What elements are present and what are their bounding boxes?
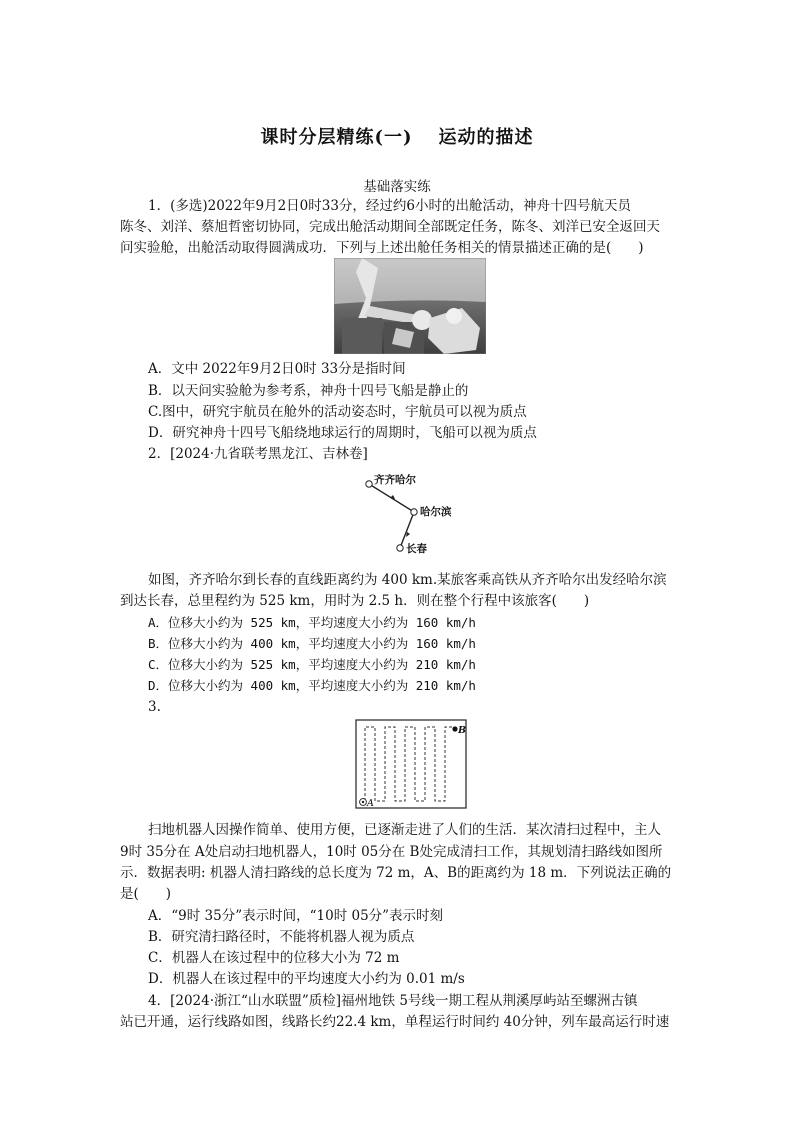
- point-a-label: A: [367, 798, 374, 809]
- q3-number: 3.: [148, 699, 161, 715]
- q2-option-c: C．位移大小约为 525 km，平均速度大小约为 210 km/h: [148, 657, 476, 672]
- q2-option-a: A．位移大小约为 525 km，平均速度大小约为 160 km/h: [148, 615, 476, 630]
- q3-option-b: B．研究清扫路径时，不能将机器人视为质点: [148, 929, 415, 945]
- q1-line-2: 陈冬、刘洋、蔡旭哲密切协同，完成出舱活动期间全部既定任务，陈冬、刘洋已安全返回天: [120, 219, 660, 235]
- q2-option-b: B．位移大小约为 400 km，平均速度大小约为 160 km/h: [148, 636, 476, 651]
- q1-option-d: D．研究神舟十四号飞船绕地球运行的周期时，飞船可以视为质点: [148, 425, 537, 441]
- city-label-harbin: 哈尔滨: [420, 506, 452, 518]
- q3-option-c: C．机器人在该过程中的位移大小为 72 m: [148, 950, 400, 966]
- q1-option-a: A．文中 2022年9月2日0时 33分是指时间: [148, 361, 406, 377]
- city-label-qiqihar: 齐齐哈尔: [374, 474, 416, 486]
- page-title: [0, 123, 794, 149]
- q2-option-d: D．位移大小约为 400 km，平均速度大小约为 210 km/h: [148, 678, 476, 693]
- q2-line-1: 如图，齐齐哈尔到长春的直线距离约为 400 km.某旅客乘高铁从齐齐哈尔出发经哈尔滨: [148, 572, 667, 588]
- q1-line-1: 1．(多选)2022年9月2日0时33分，经过约6小时的出舱活动，神舟十四号航天员: [148, 198, 632, 214]
- spacewalk-photo: [334, 258, 486, 354]
- q4-line-1: 4．[2024·浙江“山水联盟”质检]福州地铁 5号线一期工程从荆溪厚屿站至螺洲古镇: [148, 993, 638, 1009]
- point-b-label: B: [458, 725, 467, 736]
- q3-line-2: 9时 35分在 A处启动扫地机器人，10时 05分在 B处完成清扫工作，其规划清扫路线如图所: [120, 844, 663, 860]
- q3-line-3: 示．数据表明: 机器人清扫路线的总长度为 72 m，A、B的距离约为 18 m．下列说法正确的: [120, 865, 672, 881]
- title-main: 课时分层精练(一): [260, 127, 413, 148]
- title-sub: 运动的描述: [438, 127, 534, 148]
- q1-option-b: B．以天问实验舱为参考系，神舟十四号飞船是静止的: [148, 383, 469, 399]
- q3-option-a: A．“9时 35分”表示时间，“10时 05分”表示时刻: [148, 908, 444, 924]
- city-label-changchun: 长春: [406, 543, 427, 555]
- q4-line-2: 站已开通，运行线路如图，线路长约22.4 km，单程运行时间约 40分钟，列车最高运行时速: [120, 1014, 670, 1030]
- section-heading: 基础落实练: [363, 179, 431, 195]
- q2-line-2: 到达长春，总里程约为 525 km，用时为 2.5 h．则在整个行程中该旅客( ): [120, 593, 590, 609]
- q3-option-d: D．机器人在该过程中的平均速度大小约为 0.01 m/s: [148, 971, 465, 987]
- q2-header: 2．[2024·九省联考黑龙江、吉林卷]: [148, 446, 368, 462]
- q3-line-1: 扫地机器人因操作简单、使用方便，已逐渐走进了人们的生活．某次清扫过程中，主人: [148, 822, 661, 838]
- q1-line-3: 问实验舱，出舱活动取得圆满成功．下列与上述出舱任务相关的情景描述正确的是( ): [120, 240, 644, 256]
- rail-route-map: [360, 470, 470, 556]
- robot-path-diagram: [355, 719, 467, 809]
- q1-option-c: C.图中，研究宇航员在舱外的活动姿态时，宇航员可以视为质点: [148, 404, 527, 420]
- q3-line-4: 是( ): [120, 886, 172, 902]
